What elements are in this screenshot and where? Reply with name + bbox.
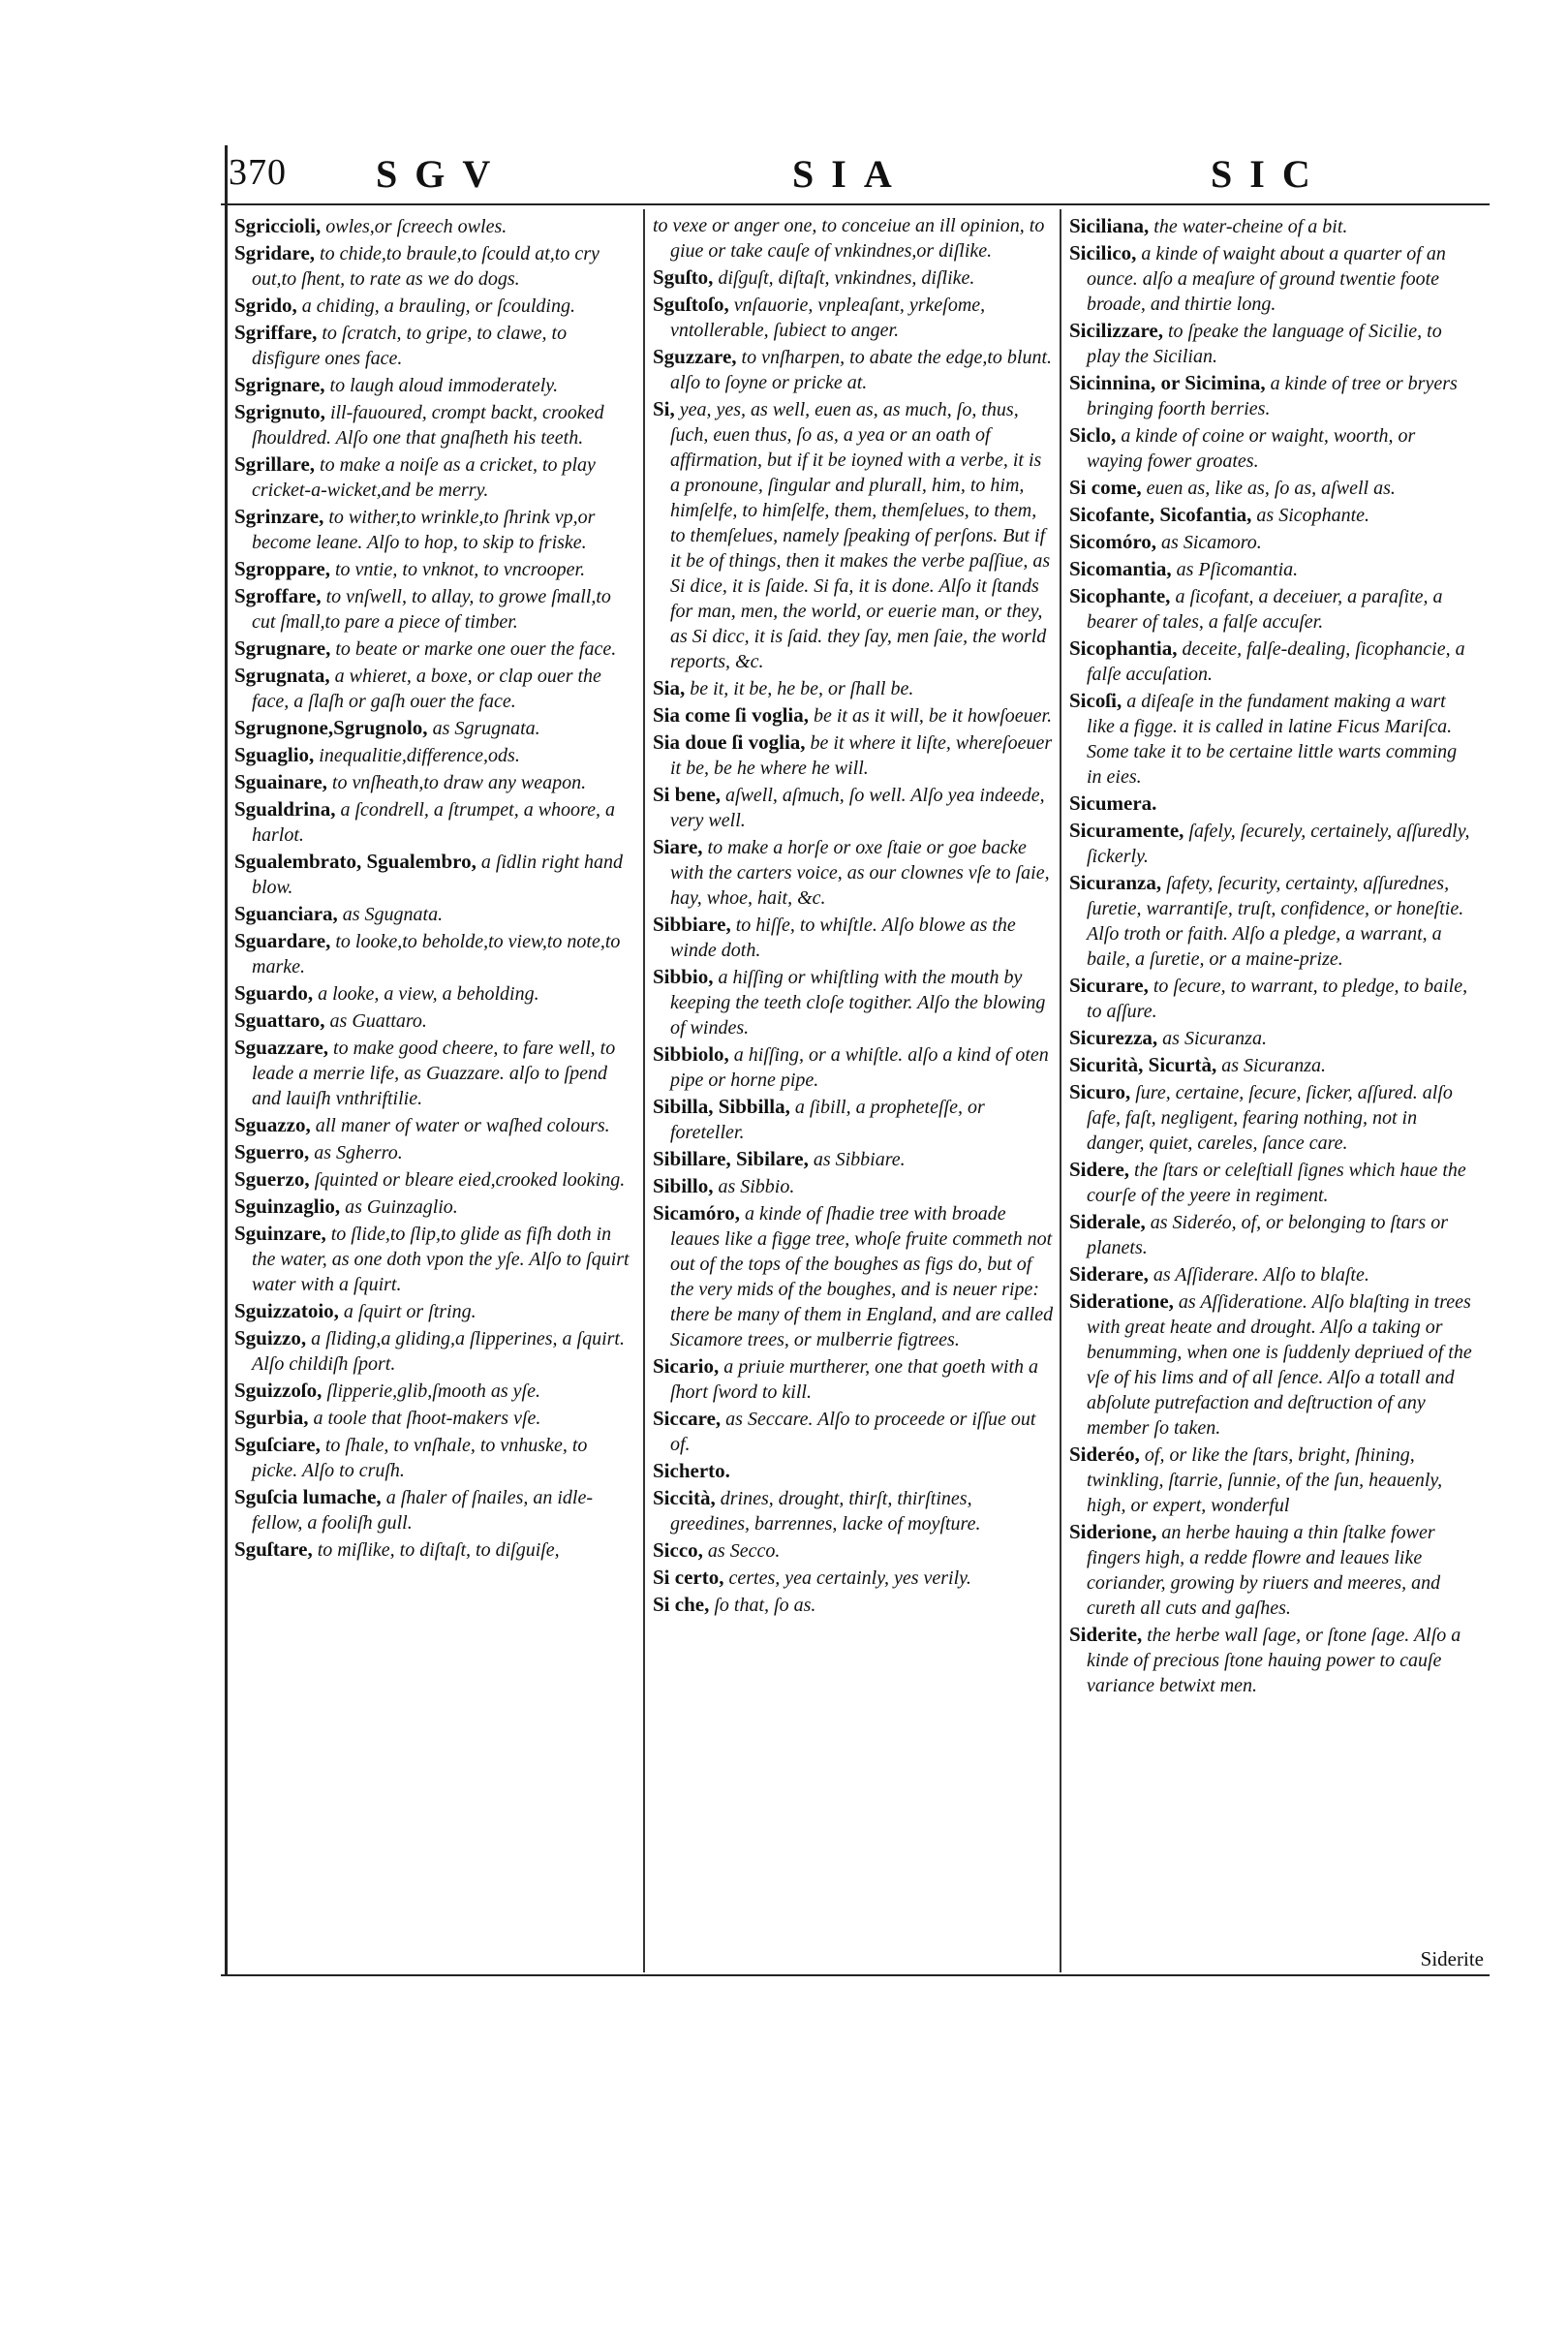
dictionary-entry xyxy=(653,834,1056,911)
entry-definition: as Sicamoro. xyxy=(1161,532,1262,553)
entry-definition: a ſibill, a propheteſſe, or foreteller. xyxy=(670,1097,985,1143)
dictionary-entry xyxy=(653,396,1056,674)
entry-definition: to ſecure, to warrant, to pledge, to baile, to aſſure. xyxy=(1087,976,1468,1022)
entry-definition: euen as, like as, ſo as, aſwell as. xyxy=(1146,478,1396,499)
dictionary-entry xyxy=(653,912,1056,963)
entry-headword: Siderione, xyxy=(1069,1520,1157,1543)
dictionary-entry xyxy=(234,1221,637,1297)
entry-definition: ſure, certaine, ſecure, ſicker, aſſured. alſo ſafe, faſt, negligent, fearing nothing, not in danger, quiet, careles, ſance care. xyxy=(1087,1082,1453,1154)
dictionary-entry xyxy=(1069,636,1472,687)
entry-definition: diſguſt, diſtaſt, vnkindnes, diſlike. xyxy=(718,267,975,289)
entry-headword: Sideréo, xyxy=(1069,1442,1140,1466)
entry-headword: Sicilico, xyxy=(1069,241,1137,264)
entry-definition: to vnſheath,to draw any weapon. xyxy=(331,772,587,793)
dictionary-entry xyxy=(234,451,637,503)
entry-headword: Sgrido, xyxy=(234,294,297,317)
dictionary-entry xyxy=(1069,870,1472,972)
entry-headword: Si bene, xyxy=(653,783,722,806)
entry-definition: as Sgherro. xyxy=(314,1142,403,1163)
entry-headword: Sicario, xyxy=(653,1354,720,1378)
dictionary-entry xyxy=(653,264,1056,291)
entry-definition: to ſpeake the language of Sicilie, to play the Sicilian. xyxy=(1087,321,1442,367)
entry-definition: to hiſſe, to whiſtle. Alſo blowe as the winde doth. xyxy=(670,915,1016,961)
entry-definition: a priuie murtherer, one that goeth with a ſhort ſword to kill. xyxy=(670,1356,1039,1403)
column-separator xyxy=(1060,209,1061,1972)
entry-definition: as Sicuranza. xyxy=(1162,1028,1267,1049)
dictionary-entry xyxy=(234,1139,637,1165)
entry-headword: Sicophantia, xyxy=(1069,636,1178,660)
entry-headword: Sguattaro, xyxy=(234,1008,325,1032)
dictionary-entry xyxy=(234,1405,637,1431)
entry-headword: Sguſcia lumache, xyxy=(234,1485,382,1508)
entry-headword: Sibbiare, xyxy=(653,913,731,936)
entry-headword: Sguizzo, xyxy=(234,1326,307,1349)
entry-headword: Siderite, xyxy=(1069,1623,1143,1646)
entry-definition: aſwell, aſmuch, ſo well. Alſo yea indeede, very well. xyxy=(670,785,1045,831)
entry-headword: Sgrignuto, xyxy=(234,400,325,423)
entry-headword: Sicomóro, xyxy=(1069,530,1157,553)
entry-headword: Si, xyxy=(653,397,675,420)
dictionary-entry xyxy=(234,796,637,848)
dictionary-entry xyxy=(1069,1261,1472,1287)
entry-definition: a toole that ſhoot-makers vſe. xyxy=(313,1408,541,1429)
entry-headword: Sguazzare, xyxy=(234,1036,329,1059)
dictionary-entry xyxy=(1069,370,1472,421)
entry-definition: as Sgugnata. xyxy=(342,904,444,925)
entry-headword: Sguizzoſo, xyxy=(234,1379,323,1402)
entry-headword: Sgualdrina, xyxy=(234,797,336,821)
entry-headword: Sicuramente, xyxy=(1069,819,1184,842)
dictionary-entry xyxy=(1069,688,1472,790)
entry-headword: Sidere, xyxy=(1069,1158,1130,1181)
entry-headword: Sguſto, xyxy=(653,265,714,289)
entry-definition: as Aſſideratione. Alſo blaſting in trees with great heate and drought. Alſo a taking or benumming, when one is ſuddenly depriued of the vſe of his lims and of all ſence. Alſo a totall and abſolute putrefaction and deſtruction of any member ſo taken. xyxy=(1087,1291,1472,1439)
dictionary-entry xyxy=(234,320,637,371)
entry-definition: to make a horſe or oxe ſtaie or goe backe with the carters voice, as our clownes vſe to ſaie, hay, whoe, hait, &c. xyxy=(670,837,1050,909)
dictionary-entry xyxy=(234,293,637,319)
entry-headword: Sibillare, Sibilare, xyxy=(653,1147,809,1170)
entry-headword: Sicco, xyxy=(653,1538,703,1562)
entry-definition: the water-cheine of a bit. xyxy=(1153,216,1348,237)
entry-definition: to ſhale, to vnſhale, to vnhuske, to picke. Alſo to cruſh. xyxy=(252,1435,588,1481)
header-right-title: SIC xyxy=(1211,152,1328,196)
dictionary-entry xyxy=(653,213,1056,264)
entry-definition: to wither,to wrinkle,to ſhrink vp,or become leane. Alſo to hop, to skip to friske. xyxy=(252,507,596,553)
dictionary-entry xyxy=(234,1378,637,1404)
dictionary-entry xyxy=(234,980,637,1007)
dictionary-entry xyxy=(653,1592,1056,1618)
entry-headword: Sguſciare, xyxy=(234,1433,321,1456)
entry-headword: Sicoſi, xyxy=(1069,689,1122,712)
entry-headword: Sgualembrato, Sgualembro, xyxy=(234,850,477,873)
entry-definition: all maner of water or waſhed colours. xyxy=(315,1115,610,1136)
entry-definition: inequalitie,difference,ods. xyxy=(319,745,520,766)
entry-definition: of, or like the ſtars, bright, ſhining, twinkling, ſtarrie, ſunnie, of the ſun, heauenly, high, or expert, wonderful xyxy=(1087,1444,1443,1516)
entry-headword: Sicurezza, xyxy=(1069,1026,1158,1049)
dictionary-entry xyxy=(234,1194,637,1220)
entry-definition: as Sibbiare. xyxy=(813,1149,906,1170)
header-rule xyxy=(221,203,1490,205)
dictionary-entry xyxy=(234,1112,637,1138)
column-separator xyxy=(643,209,645,1972)
dictionary-entry xyxy=(234,504,637,555)
dictionary-entry xyxy=(1069,1079,1472,1156)
entry-headword: Sgrugnone,Sgrugnolo, xyxy=(234,716,428,739)
dictionary-entry xyxy=(653,1537,1056,1564)
entry-headword: Sicomantia, xyxy=(1069,557,1172,580)
entry-definition: the ſtars or celeſtiall ſignes which haue the courſe of the yeere in regiment. xyxy=(1087,1160,1466,1206)
entry-definition: ſafety, ſecurity, certainty, aſſurednes, ſuretie, warrantiſe, truſt, confidence, or honeſtie. Alſo troth or faith. Alſo a pledge, a warrant, a baile, a ſuretie, or a maine-prize. xyxy=(1087,873,1464,970)
dictionary-entry xyxy=(653,1146,1056,1172)
entry-headword: Sicofante, Sicofantia, xyxy=(1069,503,1252,526)
dictionary-entry xyxy=(653,702,1056,729)
entry-definition: to vexe or anger one, to conceiue an ill opinion, to giue or take cauſe of vnkindnes,or diſlike. xyxy=(653,215,1045,262)
entry-definition: as Sicophante. xyxy=(1256,505,1370,526)
dictionary-entry xyxy=(1069,502,1472,528)
entry-definition: an herbe hauing a thin ſtalke fower fingers high, a redde flowre and leaues like coriander, growing by riuers and meeres, and cureth all cuts and gaſhes. xyxy=(1087,1522,1441,1619)
dictionary-entry xyxy=(1069,529,1472,555)
dictionary-entry xyxy=(1069,318,1472,369)
entry-headword: Sgridare, xyxy=(234,241,316,264)
entry-definition: to miſlike, to diſtaſt, to diſguiſe, xyxy=(317,1539,560,1561)
entry-definition: vnſauorie, vnpleaſant, yrkeſome, vntollerable, ſubiect to anger. xyxy=(670,295,986,341)
entry-headword: Sicuro, xyxy=(1069,1080,1131,1103)
entry-definition: certes, yea certainly, yes verily. xyxy=(728,1567,971,1589)
dictionary-entry xyxy=(234,901,637,927)
entry-headword: Sguſtare, xyxy=(234,1537,313,1561)
dictionary-entry xyxy=(653,1041,1056,1093)
dictionary-entry xyxy=(653,1406,1056,1457)
entry-headword: Siderale, xyxy=(1069,1210,1146,1233)
dictionary-entry xyxy=(234,583,637,635)
entry-headword: Si certo, xyxy=(653,1566,724,1589)
dictionary-entry xyxy=(1069,1519,1472,1621)
entry-definition: to vnſwell, to allay, to growe ſmall,to cut ſmall,to pare a piece of timber. xyxy=(252,586,611,633)
entry-definition: as Secco. xyxy=(707,1540,781,1562)
entry-headword: Sgurbia, xyxy=(234,1406,309,1429)
dictionary-entry xyxy=(653,1094,1056,1145)
entry-headword: Siciliana, xyxy=(1069,214,1150,237)
entry-headword: Sgrugnata, xyxy=(234,664,330,687)
entry-headword: Sguardare, xyxy=(234,929,331,952)
entry-headword: Sideratione, xyxy=(1069,1289,1174,1313)
entry-headword: Sguaglio, xyxy=(234,743,315,766)
dictionary-entry xyxy=(1069,791,1472,817)
entry-definition: ſafely, ſecurely, certainely, aſſuredly, ſickerly. xyxy=(1087,821,1470,867)
entry-definition: as Seccare. Alſo to proceede or iſſue out of. xyxy=(670,1409,1036,1455)
entry-definition: yea, yes, as well, euen as, as much, ſo, thus, ſuch, euen thus, ſo as, a yea or an oath of affirmation, but if it be ioyned with a verbe, it is a pronoune, ſingular and plurall, him, to him, himſelfe, to himſelfe, them, themſelues, to them, to themſelues, namely ſpeaking of perſons. But if it be of things, then it makes the verbe paſſiue, as Si dice, it is ſaide. Si fa, it is done. Alſo it ſtands for man, men, the world, or euerie man, or they, as Si dicc, it is ſaid. they ſay, men ſaie, the world reports, &c. xyxy=(670,399,1051,672)
dictionary-entry xyxy=(234,556,637,582)
entry-headword: Sguerzo, xyxy=(234,1167,310,1191)
entry-headword: Sicurità, Sicurtà, xyxy=(1069,1053,1217,1076)
dictionary-entry xyxy=(653,675,1056,701)
entry-definition: a ſquirt or ſtring. xyxy=(343,1301,477,1322)
entry-definition: to ſcratch, to gripe, to clawe, to disfigure ones face. xyxy=(252,323,568,369)
entry-definition: a chiding, a brauling, or ſcoulding. xyxy=(301,295,575,317)
entry-definition: be it as it will, be it howſoeuer. xyxy=(814,705,1053,727)
entry-definition: to ſlide,to ſlip,to glide as fiſh doth in the water, as one doth vpon the yſe. Alſo to ſquirt water with a ſquirt. xyxy=(252,1224,630,1295)
left-border-rule xyxy=(225,145,228,1976)
entry-definition: to looke,to beholde,to view,to note,to marke. xyxy=(252,931,621,977)
dictionary-entry xyxy=(653,782,1056,833)
header-left-title: SGV xyxy=(376,152,508,196)
entry-definition: a ſidlin right hand blow. xyxy=(252,852,624,898)
dictionary-entry xyxy=(1069,1288,1472,1441)
entry-definition: a ſicofant, a deceiuer, a paraſite, a bearer of tales, a falſe accuſer. xyxy=(1087,586,1443,633)
bottom-rule xyxy=(221,1974,1490,1976)
dictionary-entry xyxy=(653,292,1056,343)
entry-headword: Sguainare, xyxy=(234,770,327,793)
entry-definition: a hiſſing, or a whiſtle. alſo a kind of oten pipe or horne pipe. xyxy=(670,1044,1049,1091)
entry-definition: ill-fauoured, crompt backt, crooked ſhouldred. Alſo one that gnaſheth his teeth. xyxy=(252,402,604,449)
dictionary-entry xyxy=(234,372,637,398)
entry-headword: Siclo, xyxy=(1069,423,1117,447)
entry-headword: Sguzzare, xyxy=(653,345,737,368)
entry-headword: Sguizzatoio, xyxy=(234,1299,339,1322)
dictionary-entry xyxy=(1069,556,1472,582)
entry-definition: a whieret, a boxe, or clap ouer the face, a ſlaſh or gaſh ouer the face. xyxy=(252,666,601,712)
entry-definition: as Pſicomantia. xyxy=(1176,559,1299,580)
entry-definition: a kinde of ſhadie tree with broade leaues like a figge tree, whoſe fruite commeth not out of the tops of the boughes as figs do, but of the very mids of the boughes, and is neuer ripe: there be many of them in England, and are called Sicamore trees, or mulberrie figtrees. xyxy=(670,1203,1054,1350)
entry-definition: a looke, a view, a beholding. xyxy=(318,983,539,1005)
entry-headword: Sicophante, xyxy=(1069,584,1171,607)
entry-definition: as Sgrugnata. xyxy=(432,718,540,739)
dictionary-entry xyxy=(234,849,637,900)
entry-definition: drines, drought, thirſt, thirſtines, greedines, barrennes, lacke of moyſture. xyxy=(670,1488,981,1535)
entry-headword: Sguſtoſo, xyxy=(653,293,729,316)
entry-headword: Sguinzare, xyxy=(234,1222,326,1245)
dictionary-entry xyxy=(234,928,637,979)
dictionary-entry xyxy=(1069,213,1472,239)
entry-definition: deceite, falſe-dealing, ſicophancie, a falſe accuſation. xyxy=(1087,638,1465,685)
dictionary-entry xyxy=(653,1353,1056,1405)
entry-headword: Sicinnina, or Sicimina, xyxy=(1069,371,1266,394)
entry-headword: Sicumera. xyxy=(1069,791,1157,815)
dictionary-entry xyxy=(1069,1157,1472,1208)
dictionary-entry xyxy=(653,1200,1056,1352)
dictionary-entry xyxy=(234,1298,637,1324)
entry-definition: as Sicuranza. xyxy=(1221,1055,1327,1076)
entry-headword: Siare, xyxy=(653,835,703,858)
dictionary-entry xyxy=(234,769,637,795)
entry-headword: Sgroppare, xyxy=(234,557,330,580)
entry-headword: Sia, xyxy=(653,676,686,699)
entry-definition: to make good cheere, to fare well, to leade a merrie life, as Guazzare. alſo to ſpend and lauiſh vnthriftilie. xyxy=(252,1038,616,1109)
entries-column-2 xyxy=(653,213,1056,1969)
entry-definition: to vnſharpen, to abate the edge,to blunt. alſo to ſoyne or pricke at. xyxy=(670,347,1053,393)
dictionary-entry xyxy=(1069,1025,1472,1051)
dictionary-page xyxy=(221,145,1490,1986)
entry-definition: to laugh aloud immoderately. xyxy=(329,375,559,396)
entry-headword: Sguazzo, xyxy=(234,1113,311,1136)
dictionary-entry xyxy=(653,1565,1056,1591)
dictionary-entry xyxy=(234,742,637,768)
dictionary-entry xyxy=(1069,475,1472,501)
entry-definition: a kinde of coine or waight, woorth, or waying fower groates. xyxy=(1087,425,1416,472)
entry-definition: a ſliding,a gliding,a ſlipperines, a ſquirt. Alſo childiſh ſport. xyxy=(252,1328,625,1375)
dictionary-entry xyxy=(234,240,637,292)
entry-headword: Sicamóro, xyxy=(653,1201,741,1225)
entry-headword: Sgrillare, xyxy=(234,452,316,476)
entry-headword: Sia doue ſi voglia, xyxy=(653,730,806,754)
page-number: 370 xyxy=(229,152,287,193)
entry-definition: as Guinzaglio. xyxy=(345,1196,458,1218)
catchword: Siderite xyxy=(1420,1947,1484,1970)
dictionary-entry xyxy=(1069,1209,1472,1260)
entry-headword: Sguerro, xyxy=(234,1140,310,1163)
entry-headword: Sicuranza, xyxy=(1069,871,1162,894)
entry-headword: Sicilizzare, xyxy=(1069,319,1163,342)
entry-headword: Sgrugnare, xyxy=(234,636,331,660)
entry-headword: Sgrignare, xyxy=(234,373,325,396)
entry-definition: a kinde of tree or bryers bringing foorth berries. xyxy=(1087,373,1458,419)
entry-headword: Sgriffare, xyxy=(234,321,318,344)
dictionary-entry xyxy=(234,636,637,662)
entry-headword: Siccità, xyxy=(653,1486,716,1509)
entry-definition: owles,or ſcreech owles. xyxy=(325,216,507,237)
entry-definition: be it, it be, he be, or ſhall be. xyxy=(690,678,914,699)
entry-definition: ſquinted or bleare eied,crooked looking. xyxy=(314,1169,626,1191)
entry-headword: Sicherto. xyxy=(653,1459,730,1482)
entry-definition: a hiſſing or whiſtling with the mouth by keeping the teeth cloſe togither. Alſo the blowing of windes. xyxy=(670,967,1046,1039)
dictionary-entry xyxy=(653,344,1056,395)
dictionary-entry xyxy=(653,729,1056,781)
dictionary-entry xyxy=(1069,973,1472,1024)
dictionary-entry xyxy=(653,1173,1056,1199)
entry-definition: as Sibbio. xyxy=(718,1176,795,1197)
entry-definition: be it where it liſte, whereſoeuer it be, be he where he will. xyxy=(670,732,1053,779)
dictionary-entry xyxy=(234,1166,637,1193)
dictionary-entry xyxy=(653,1458,1056,1484)
header-center-title: SIA xyxy=(792,152,909,196)
dictionary-entry xyxy=(234,1536,637,1563)
entry-headword: Sia come ſi voglia, xyxy=(653,703,809,727)
entry-headword: Sibbiolo, xyxy=(653,1042,729,1066)
entry-headword: Sguardo, xyxy=(234,981,314,1005)
dictionary-entry xyxy=(1069,818,1472,869)
dictionary-entry xyxy=(1069,1442,1472,1518)
entry-headword: Si che, xyxy=(653,1593,710,1616)
entry-headword: Sibilla, Sibbilla, xyxy=(653,1095,790,1118)
entry-headword: Sgriccioli, xyxy=(234,214,322,237)
dictionary-entry xyxy=(653,964,1056,1040)
dictionary-entry xyxy=(234,1325,637,1377)
entry-headword: Sguinzaglio, xyxy=(234,1194,341,1218)
entries-column-1 xyxy=(234,213,637,1969)
entry-headword: Si come, xyxy=(1069,476,1142,499)
dictionary-entry xyxy=(234,1008,637,1034)
entry-headword: Sguanciara, xyxy=(234,902,338,925)
dictionary-entry xyxy=(1069,583,1472,635)
dictionary-entry xyxy=(234,1432,637,1483)
entry-headword: Siderare, xyxy=(1069,1262,1149,1286)
entry-headword: Siccare, xyxy=(653,1407,722,1430)
dictionary-entry xyxy=(1069,1622,1472,1698)
dictionary-entry xyxy=(234,715,637,741)
entry-headword: Sgroffare, xyxy=(234,584,322,607)
entry-headword: Sicurare, xyxy=(1069,974,1149,997)
dictionary-entry xyxy=(234,1035,637,1111)
entry-headword: Sgrinzare, xyxy=(234,505,324,528)
entry-definition: to chide,to braule,to ſcould at,to cry out,to ſhent, to rate as we do dogs. xyxy=(252,243,600,290)
entry-definition: to vntie, to vnknot, to vncrooper. xyxy=(335,559,586,580)
dictionary-entry xyxy=(234,663,637,714)
entry-definition: the herbe wall ſage, or ſtone ſage. Alſo a kinde of precious ſtone hauing power to cauſe variance betwixt men. xyxy=(1087,1625,1461,1696)
entry-definition: a ſcondrell, a ſtrumpet, a whoore, a harlot. xyxy=(252,799,615,846)
entry-headword: Sibillo, xyxy=(653,1174,714,1197)
dictionary-entry xyxy=(234,213,637,239)
entry-definition: as Guattaro. xyxy=(329,1010,427,1032)
running-header xyxy=(221,145,1490,205)
entry-definition: ſlipperie,glib,ſmooth as yſe. xyxy=(326,1380,540,1402)
dictionary-entry xyxy=(1069,422,1472,474)
entry-definition: ſo that, ſo as. xyxy=(714,1595,816,1616)
dictionary-entry xyxy=(1069,240,1472,317)
dictionary-entry xyxy=(1069,1052,1472,1078)
entry-definition: to make a noiſe as a cricket, to play cricket-a-wicket,and be merry. xyxy=(252,454,596,501)
entry-headword: Sibbio, xyxy=(653,965,714,988)
dictionary-entry xyxy=(234,1484,637,1535)
dictionary-entry xyxy=(653,1485,1056,1536)
entry-definition: a kinde of waight about a quarter of an ounce. alſo a meaſure of ground twentie foote broade, and thirtie long. xyxy=(1087,243,1446,315)
entry-definition: a ſhaler of ſnailes, an idle-fellow, a fooliſh gull. xyxy=(252,1487,593,1534)
entry-definition: as Sideréo, of, or belonging to ſtars or planets. xyxy=(1087,1212,1448,1258)
dictionary-entry xyxy=(234,399,637,450)
entry-definition: to beate or marke one ouer the face. xyxy=(335,638,617,660)
entry-definition: a diſeaſe in the fundament making a wart like a figge. it is called in latine Ficus Mariſca. Some take it to be certaine little warts comming in eies. xyxy=(1087,691,1458,788)
entries-column-3 xyxy=(1069,213,1472,1969)
entry-definition: as Aſſiderare. Alſo to blaſte. xyxy=(1153,1264,1369,1286)
